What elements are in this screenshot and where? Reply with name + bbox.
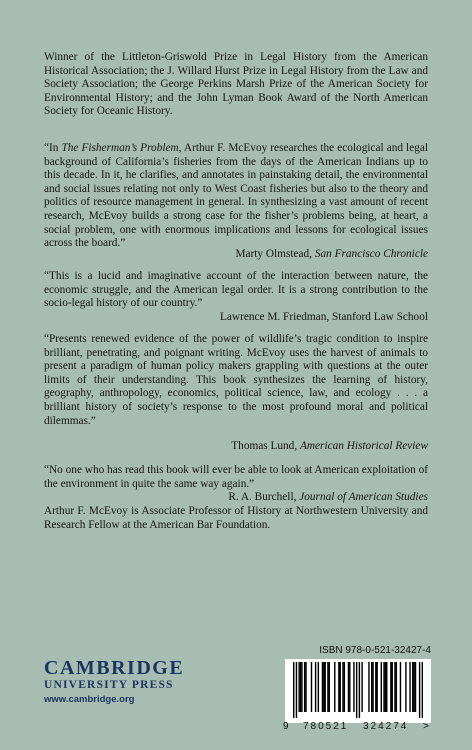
barcode-bar bbox=[385, 662, 386, 712]
review-quote-2 bbox=[44, 270, 428, 311]
barcode-bar bbox=[396, 662, 397, 712]
barcode-bar bbox=[349, 662, 350, 712]
barcode-bar bbox=[368, 662, 369, 712]
barcode-digits-right: 324274 bbox=[363, 721, 409, 732]
barcode-bar bbox=[324, 662, 325, 712]
attribution-author: Marty Olmstead, bbox=[235, 248, 315, 260]
barcode-bar bbox=[381, 662, 382, 712]
quote-text: “No one who has read this book will ever be able to look at American exploitation of the environment in quite the same way again.” bbox=[44, 464, 428, 490]
barcode-bar bbox=[415, 662, 416, 712]
barcode-bar bbox=[400, 662, 401, 712]
barcode-digit-lead: 9 bbox=[283, 721, 289, 732]
barcode-bar bbox=[419, 662, 420, 718]
barcode-bar bbox=[394, 662, 395, 712]
barcode-bar bbox=[344, 662, 345, 712]
barcode-bar bbox=[327, 662, 328, 712]
barcode-bar bbox=[371, 662, 372, 712]
prize-text: Winner of the Littleton-Griswold Prize in Legal History from the American Historical Association; the J. Willard Hurst Prize in Legal History from the Law and Society Association; the George Perkins Marsh Prize of the American Society for Environmental History; and the John Lyman Book Award of the North American Society for Oceanic History. bbox=[44, 51, 428, 118]
barcode-bar bbox=[334, 662, 335, 712]
publisher-logo bbox=[44, 658, 184, 706]
barcode-bar bbox=[405, 662, 406, 712]
barcode-bar bbox=[359, 662, 360, 718]
book-title: The Fisherman’s Problem bbox=[61, 142, 179, 154]
barcode-bar bbox=[315, 662, 316, 712]
quote-4-attribution bbox=[228, 491, 428, 505]
barcode-bar bbox=[311, 662, 312, 712]
review-quote-3 bbox=[44, 333, 428, 428]
bio-text: Arthur F. McEvoy is Associate Professor of History at Northwestern University and Research Fellow at the American Bar Foundation. bbox=[44, 505, 428, 531]
barcode-bar bbox=[413, 662, 414, 712]
barcode-bar bbox=[322, 662, 323, 712]
isbn-label: ISBN 978-0-521-32427-4 bbox=[319, 645, 431, 656]
barcode-bar bbox=[356, 662, 357, 718]
barcode-bar bbox=[329, 662, 330, 712]
author-bio bbox=[44, 505, 428, 532]
barcode-bars bbox=[293, 662, 423, 718]
quote-1-attribution bbox=[235, 248, 428, 262]
attribution-source: Journal of American Studies bbox=[299, 491, 428, 503]
barcode-bar bbox=[301, 662, 302, 712]
barcode-bar bbox=[383, 662, 384, 712]
barcode-digit-end: > bbox=[423, 721, 429, 732]
barcode-block bbox=[283, 645, 431, 737]
publisher-press: UNIVERSITY PRESS bbox=[44, 679, 174, 691]
barcode-bar bbox=[390, 662, 391, 712]
barcode-bar bbox=[422, 662, 423, 718]
quote-3-attribution bbox=[231, 440, 428, 454]
barcode-bar bbox=[348, 662, 349, 712]
review-quote-1 bbox=[44, 142, 428, 251]
publisher-name: CAMBRIDGE bbox=[44, 657, 185, 679]
barcode bbox=[285, 659, 431, 723]
quote-2-attribution: Lawrence M. Friedman, Stanford Law School bbox=[220, 311, 428, 323]
quote-lead: “In bbox=[44, 142, 62, 154]
barcode-bar bbox=[409, 662, 410, 712]
barcode-bar bbox=[296, 662, 297, 718]
barcode-bar bbox=[376, 662, 377, 712]
attribution-author: Thomas Lund, bbox=[231, 440, 300, 452]
barcode-bar bbox=[386, 662, 387, 712]
attribution-source: American Historical Review bbox=[299, 440, 428, 452]
barcode-bar bbox=[305, 662, 306, 712]
barcode-bar bbox=[372, 662, 373, 712]
barcode-bar bbox=[361, 662, 362, 712]
quote-text bbox=[44, 142, 428, 251]
quote-text: “This is a lucid and imaginative account of the interaction between nature, the economic struggle, and the American legal order. It is a strong contribution to the socio-legal history of our country.” bbox=[44, 270, 428, 310]
barcode-bar bbox=[412, 662, 413, 712]
barcode-bar bbox=[293, 662, 294, 718]
prize-statement bbox=[44, 51, 428, 119]
barcode-bar bbox=[353, 662, 354, 712]
barcode-bar bbox=[375, 662, 376, 712]
barcode-bar bbox=[342, 662, 343, 712]
barcode-bar bbox=[340, 662, 341, 712]
barcode-bar bbox=[304, 662, 305, 712]
quote-text: “Presents renewed evidence of the power of wildlife’s tragic condition to inspire brilliant, penetrating, and poignant writing. McEvoy uses the harvest of animals to present a paradigm of human policy makers grappling with questions at the outer limits of their understanding. This book synthesizes the learning of history, geography, anthropology, economics, political science, law, and ecology . . . a brilliant history of society’s response to the most profound moral and political dilemmas.” bbox=[44, 333, 428, 427]
barcode-bar bbox=[338, 662, 339, 712]
quote-rest: , Arthur F. McEvoy researches the ecological and legal background of California’s fisheries from the days of the American Indians up to this decade. In it, he clarifies, and annotates in painstaking detail, the environmental and social issues relating not only to West Coast fisheries but also to the theory and politics of resource management in general. In synthesizing a vast amount of recent research, McEvoy builds a strong case for the fisher’s problems being, at heart, a social problem, one with enormous implications and lessons for ecological issues across the board.” bbox=[44, 142, 429, 250]
publisher-url: www.cambridge.org bbox=[44, 694, 135, 705]
barcode-bar bbox=[392, 662, 393, 712]
barcode-bar bbox=[318, 662, 319, 712]
barcode-digits-left: 780521 bbox=[303, 721, 349, 732]
barcode-bar bbox=[323, 662, 324, 712]
attribution-source: San Francisco Chronicle bbox=[314, 248, 428, 260]
review-quote-4 bbox=[44, 464, 428, 491]
barcode-bar bbox=[298, 662, 299, 712]
barcode-bar bbox=[300, 662, 301, 712]
attribution-author: R. A. Burchell, bbox=[228, 491, 300, 503]
